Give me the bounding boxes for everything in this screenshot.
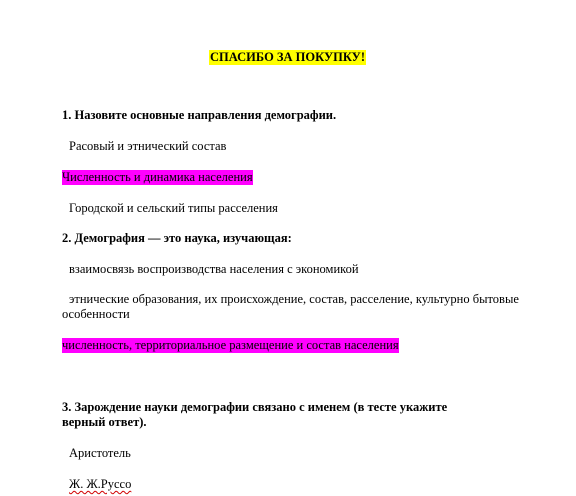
question-3-option-1: Аристотель xyxy=(69,446,131,460)
question-2: 2. Демография — это наука, изучающая: xyxy=(62,231,292,245)
question-1: 1. Назовите основные направления демографии. xyxy=(62,108,337,122)
question-2-option-1: взаимосвязь воспроизводства населения с экономикой xyxy=(69,262,359,276)
question-3-line-2: верный ответ). xyxy=(62,415,147,429)
document-title: СПАСИБО ЗА ПОКУПКУ! xyxy=(210,50,365,64)
question-3-option-2: Ж. Ж.Руссо xyxy=(69,477,132,491)
question-2-option-3-correct: численность, территориальное размещение и состав населения xyxy=(62,338,399,352)
question-1-option-2-correct: Численность и динамика населения xyxy=(62,170,253,184)
question-2-option-2: этнические образования, их происхождение, состав, расселение, культурно бытовые особенности xyxy=(62,292,519,321)
question-3-line-1: 3. Зарождение науки демографии связано с именем (в тесте укажите xyxy=(62,400,448,414)
question-1-option-3: Городской и сельский типы расселения xyxy=(69,201,278,215)
question-1-option-1: Расовый и этнический состав xyxy=(69,139,227,153)
